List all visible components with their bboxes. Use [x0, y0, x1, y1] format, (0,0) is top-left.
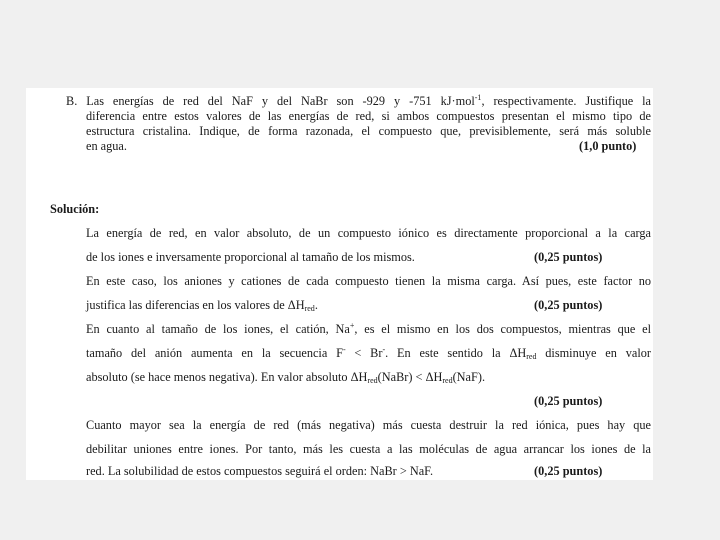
solution-p3-points: (0,25 puntos)	[534, 394, 603, 408]
solution-p4-line-1: Cuanto mayor sea la energía de red (más negativa) más cuesta destruir la red iónica, pues hay que	[86, 418, 651, 432]
solution-p4-line-3: red. La solubilidad de estos compuestos seguirá el orden: NaBr > NaF.	[86, 464, 434, 478]
question-line-4: en agua.	[86, 139, 127, 153]
solution-p4-points: (0,25 puntos)	[534, 464, 603, 478]
solution-p2-line-2: justifica las diferencias en los valores de $\Delta H_{red}$.	[86, 298, 318, 313]
question-line-1: B. Las energías de red del NaF y del NaBr son -929 y -751 kJ·mol$^{-1}$, respectivamente. Justifique la	[66, 93, 651, 108]
solution-p1-points: (0,25 puntos)	[534, 250, 603, 264]
solution-p3-line-1: En cuanto al tamaño de los iones, el catión, Na+, es el mismo en los dos compuestos, mientras que el	[86, 321, 652, 336]
question-line-2: diferencia entre estos valores de las energías de red, si ambos compuestos presentan el mismo tipo de	[86, 109, 651, 123]
solution-p1-line-2: de los iones e inversamente proporcional al tamaño de los mismos.	[86, 250, 415, 264]
solution-p2-line-1: En este caso, los aniones y cationes de cada compuesto tienen la misma carga. Así pues, este factor no	[86, 274, 651, 288]
question-line-3: estructura cristalina. Indique, de forma razonada, el compuesto que, previsiblemente, será más soluble	[86, 124, 651, 138]
solution-p3-line-2: tamaño del anión aumenta en la secuencia F- < Br-. En este sentido la $\Delta H_{red}$ disminuye en valor	[86, 345, 651, 361]
question-points: (1,0 punto)	[579, 139, 637, 153]
solution-p3-line-3: absoluto (se hace menos negativa). En valor absoluto $\Delta H_{red}(NaBr) < \Delta H_{red}(NaF)$.	[86, 370, 486, 385]
solution-p4-line-2: debilitar uniones entre iones. Por tanto, más les cuesta a las moléculas de agua arrancar los iones de la	[86, 442, 651, 456]
solution-p1-line-1: La energía de red, en valor absoluto, de un compuesto iónico es directamente proporcional a la carga	[86, 226, 651, 240]
solution-p2-points: (0,25 puntos)	[534, 298, 603, 312]
document-page	[26, 88, 653, 480]
solution-heading: Solución:	[50, 202, 100, 216]
